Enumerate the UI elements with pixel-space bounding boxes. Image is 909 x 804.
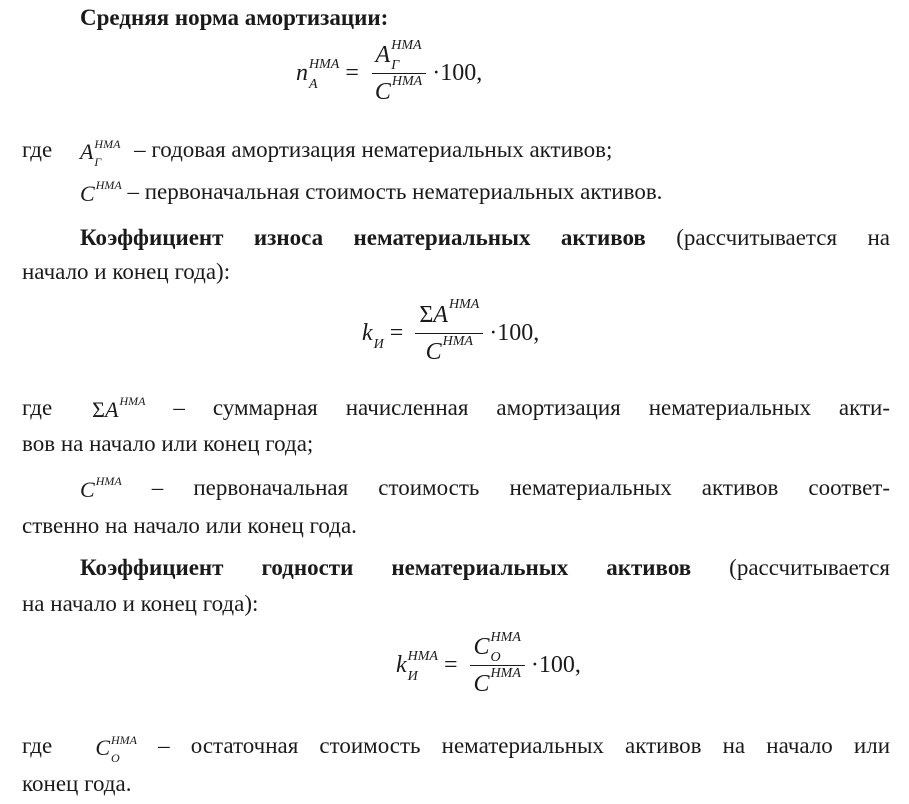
section1-def2: С НМА – первоначальная стоимость нематериальных активов.: [80, 177, 663, 206]
section2-def2: С НМА – первоначальная стоимость нематериальных активов соответ-: [80, 473, 890, 502]
formula1-lhs: n НМА А: [296, 56, 340, 92]
def-symbol: С НМА О: [95, 732, 138, 765]
formula1-tail: ·100,: [432, 60, 483, 86]
formula1-equals: =: [345, 60, 359, 86]
formula-wear-coefficient: k И = Σ А НМА С НМА ·100,: [362, 297, 540, 365]
formula-usability-coefficient: k НМА И = С НМА О С НМА ·100,: [396, 630, 581, 697]
section2-heading-line2: начало и конец года):: [22, 259, 231, 284]
section2-def1-line2: вов на начало или конец года;: [22, 431, 314, 456]
def-symbol: С НМА: [80, 177, 122, 206]
formula1-fraction: А НМА Г С НМА: [371, 40, 426, 107]
section2-def1: где Σ А НМА – суммарная начисленная амортизация нематериальных акти-: [22, 393, 891, 422]
def-symbol: Σ А НМА: [92, 393, 146, 422]
section1-heading: Средняя норма амортизации:: [80, 5, 389, 30]
section3-heading-line2: на начало и конец года):: [22, 591, 259, 616]
formula-average-rate: [296, 40, 482, 107]
section2-heading: Коэффициент износа нематериальных активов (рассчитывается на: [80, 225, 890, 250]
section3-heading: Коэффициент годности нематериальных активов (рассчитывается: [80, 555, 890, 580]
section1-def1: где А НМА Г – годовая амортизация нематериальных активов;: [22, 136, 613, 169]
section3-def1-line2: конец года.: [22, 771, 132, 796]
def-symbol: А НМА Г: [79, 136, 121, 169]
section2-def2-line2: ственно на начало или конец года.: [22, 513, 357, 538]
section3-def1: где С НМА О – остаточная стоимость нематериальных активов на начало или: [22, 732, 891, 765]
def-symbol: С НМА: [80, 473, 122, 502]
